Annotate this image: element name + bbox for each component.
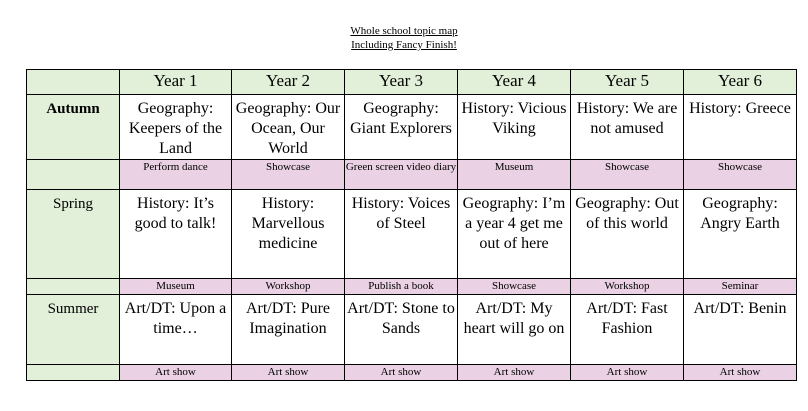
- fancy-finish-cell: Art show: [232, 365, 345, 381]
- fancy-finish-cell: Museum: [458, 160, 571, 190]
- topic-cell: Art/DT: Fast Fashion: [571, 295, 684, 365]
- topic-cell: History: Marvellous medicine: [232, 190, 345, 279]
- topic-cell: Geography: I’m a year 4 get me out of here: [458, 190, 571, 279]
- page-subtitle: Including Fancy Finish!: [351, 39, 457, 51]
- year-header: Year 2: [232, 70, 345, 95]
- year-header: Year 1: [120, 70, 232, 95]
- fancy-finish-cell: Showcase: [684, 160, 797, 190]
- autumn-topic-row: [27, 95, 797, 160]
- spring-topic-row: [27, 190, 797, 279]
- topic-map-table: [26, 69, 797, 381]
- fancy-finish-cell: Publish a book: [345, 279, 458, 295]
- fancy-finish-cell: Perform dance: [120, 160, 232, 190]
- season-label-autumn: Autumn: [27, 95, 120, 160]
- finish-spacer: [27, 365, 120, 381]
- topic-cell: Art/DT: Benin: [684, 295, 797, 365]
- topic-cell: Art/DT: Pure Imagination: [232, 295, 345, 365]
- fancy-finish-cell: Showcase: [571, 160, 684, 190]
- season-label-summer: Summer: [27, 295, 120, 365]
- corner-cell: [27, 70, 120, 95]
- fancy-finish-cell: Green screen video diary: [345, 160, 458, 190]
- topic-cell: History: It’s good to talk!: [120, 190, 232, 279]
- year-header: Year 4: [458, 70, 571, 95]
- topic-cell: Geography: Out of this world: [571, 190, 684, 279]
- spring-finish-row: [27, 279, 797, 295]
- topic-cell: Art/DT: Stone to Sands: [345, 295, 458, 365]
- topic-cell: Geography: Keepers of the Land: [120, 95, 232, 160]
- fancy-finish-cell: Showcase: [458, 279, 571, 295]
- year-header-row: [27, 70, 797, 95]
- fancy-finish-cell: Art show: [120, 365, 232, 381]
- fancy-finish-cell: Workshop: [232, 279, 345, 295]
- fancy-finish-cell: Art show: [684, 365, 797, 381]
- year-header: Year 5: [571, 70, 684, 95]
- topic-cell: History: Vicious Viking: [458, 95, 571, 160]
- page-title: Whole school topic map: [350, 25, 458, 37]
- topic-cell: Art/DT: My heart will go on: [458, 295, 571, 365]
- summer-finish-row: [27, 365, 797, 381]
- year-header: Year 3: [345, 70, 458, 95]
- fancy-finish-cell: Art show: [571, 365, 684, 381]
- fancy-finish-cell: Art show: [345, 365, 458, 381]
- topic-cell: History: Greece: [684, 95, 797, 160]
- topic-cell: Art/DT: Upon a time…: [120, 295, 232, 365]
- fancy-finish-cell: Art show: [458, 365, 571, 381]
- year-header: Year 6: [684, 70, 797, 95]
- season-label-spring: Spring: [27, 190, 120, 279]
- fancy-finish-cell: Museum: [120, 279, 232, 295]
- topic-cell: Geography: Angry Earth: [684, 190, 797, 279]
- topic-cell: History: Voices of Steel: [345, 190, 458, 279]
- summer-topic-row: [27, 295, 797, 365]
- fancy-finish-cell: Showcase: [232, 160, 345, 190]
- topic-cell: Geography: Our Ocean, Our World: [232, 95, 345, 160]
- finish-spacer: [27, 279, 120, 295]
- finish-spacer: [27, 160, 120, 190]
- fancy-finish-cell: Seminar: [684, 279, 797, 295]
- autumn-finish-row: [27, 160, 797, 190]
- topic-cell: History: We are not amused: [571, 95, 684, 160]
- topic-cell: Geography: Giant Explorers: [345, 95, 458, 160]
- fancy-finish-cell: Workshop: [571, 279, 684, 295]
